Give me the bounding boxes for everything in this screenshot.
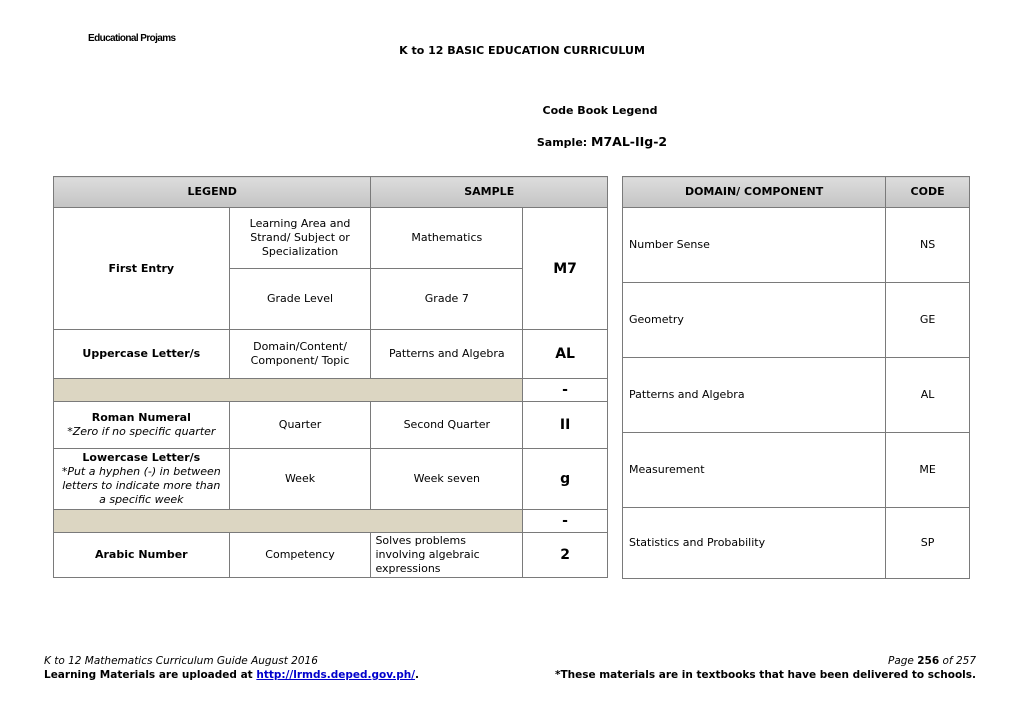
domain-code: GE xyxy=(886,283,970,358)
page-prefix: Page xyxy=(888,655,918,667)
separator-row-2 xyxy=(54,510,523,533)
page-number: 256 xyxy=(917,655,940,667)
code-header: CODE xyxy=(886,177,970,208)
lrmds-link[interactable]: http://lrmds.deped.gov.ph/ xyxy=(256,669,416,681)
code-book-legend-heading: Code Book Legend xyxy=(542,104,658,117)
grade-7-cell: Grade 7 xyxy=(371,269,523,330)
table-row xyxy=(623,358,970,433)
code-g: g xyxy=(523,449,608,510)
table-row xyxy=(623,433,970,508)
quarter-cell: Quarter xyxy=(229,402,371,449)
footer-uploaded xyxy=(44,669,419,681)
table-row xyxy=(54,402,608,449)
watermark-logo: Educational Projams xyxy=(88,33,176,44)
uppercase-label: Uppercase Letter/s xyxy=(54,330,230,379)
table-row xyxy=(54,330,608,379)
code-ii: II xyxy=(523,402,608,449)
domain-code: SP xyxy=(886,508,970,579)
arabic-number-label: Arabic Number xyxy=(54,533,230,578)
table-row xyxy=(54,533,608,578)
sample-code: M7AL-IIg-2 xyxy=(591,134,668,149)
code-dash-1: - xyxy=(523,379,608,402)
domain-name: Geometry xyxy=(623,283,886,358)
week-seven-cell: Week seven xyxy=(371,449,523,510)
patterns-algebra-cell: Patterns and Algebra xyxy=(371,330,523,379)
footer-guide: K to 12 Mathematics Curriculum Guide August 2016 xyxy=(44,655,318,667)
domain-header-row xyxy=(623,177,970,208)
code-dash-2: - xyxy=(523,510,608,533)
table-row xyxy=(54,449,608,510)
grade-level-cell: Grade Level xyxy=(229,269,371,330)
table-row xyxy=(54,379,608,402)
domain-header: DOMAIN/ COMPONENT xyxy=(623,177,886,208)
legend-header: LEGEND xyxy=(54,177,371,208)
competency-cell: Competency xyxy=(229,533,371,578)
domain-name: Patterns and Algebra xyxy=(623,358,886,433)
code-m7: M7 xyxy=(523,208,608,330)
sample-code-line xyxy=(490,134,714,149)
separator-row-1 xyxy=(54,379,523,402)
uploaded-suffix: . xyxy=(415,669,420,681)
lowercase-label xyxy=(54,449,230,510)
lowercase-title: Lowercase Letter/s xyxy=(82,451,201,464)
page-title: K to 12 BASIC EDUCATION CURRICULUM xyxy=(399,44,645,57)
footer-page-number xyxy=(888,655,976,667)
sample-header: SAMPLE xyxy=(371,177,608,208)
domain-name: Measurement xyxy=(623,433,886,508)
code-al: AL xyxy=(523,330,608,379)
roman-numeral-note: *Zero if no specific quarter xyxy=(67,425,216,438)
table-row xyxy=(623,208,970,283)
legend-table xyxy=(53,176,608,578)
lowercase-note: *Put a hyphen (-) in between letters to indicate more than a specific week xyxy=(61,465,221,506)
table-row xyxy=(623,508,970,579)
domain-code: AL xyxy=(886,358,970,433)
domain-code: NS xyxy=(886,208,970,283)
week-cell: Week xyxy=(229,449,371,510)
footer-textbooks-note: *These materials are in textbooks that have been delivered to schools. xyxy=(554,669,976,681)
solves-problems-cell: Solves problems involving algebraic expressions xyxy=(371,533,523,578)
domain-content-cell: Domain/Content/ Component/ Topic xyxy=(229,330,371,379)
second-quarter-cell: Second Quarter xyxy=(371,402,523,449)
domain-table xyxy=(622,176,970,579)
sample-label: Sample: xyxy=(536,136,592,149)
domain-name: Number Sense xyxy=(623,208,886,283)
legend-header-row xyxy=(54,177,608,208)
domain-name: Statistics and Probability xyxy=(623,508,886,579)
domain-code: ME xyxy=(886,433,970,508)
mathematics-cell: Mathematics xyxy=(371,208,523,269)
first-entry-label: First Entry xyxy=(54,208,230,330)
table-row xyxy=(54,510,608,533)
roman-numeral-label xyxy=(54,402,230,449)
learning-area-cell: Learning Area and Strand/ Subject or Specialization xyxy=(229,208,371,269)
table-row xyxy=(54,208,608,269)
uploaded-prefix: Learning Materials are uploaded at xyxy=(44,669,257,681)
code-2: 2 xyxy=(523,533,608,578)
table-row xyxy=(623,283,970,358)
roman-numeral-title: Roman Numeral xyxy=(91,411,191,424)
page-of: of 257 xyxy=(939,655,976,667)
